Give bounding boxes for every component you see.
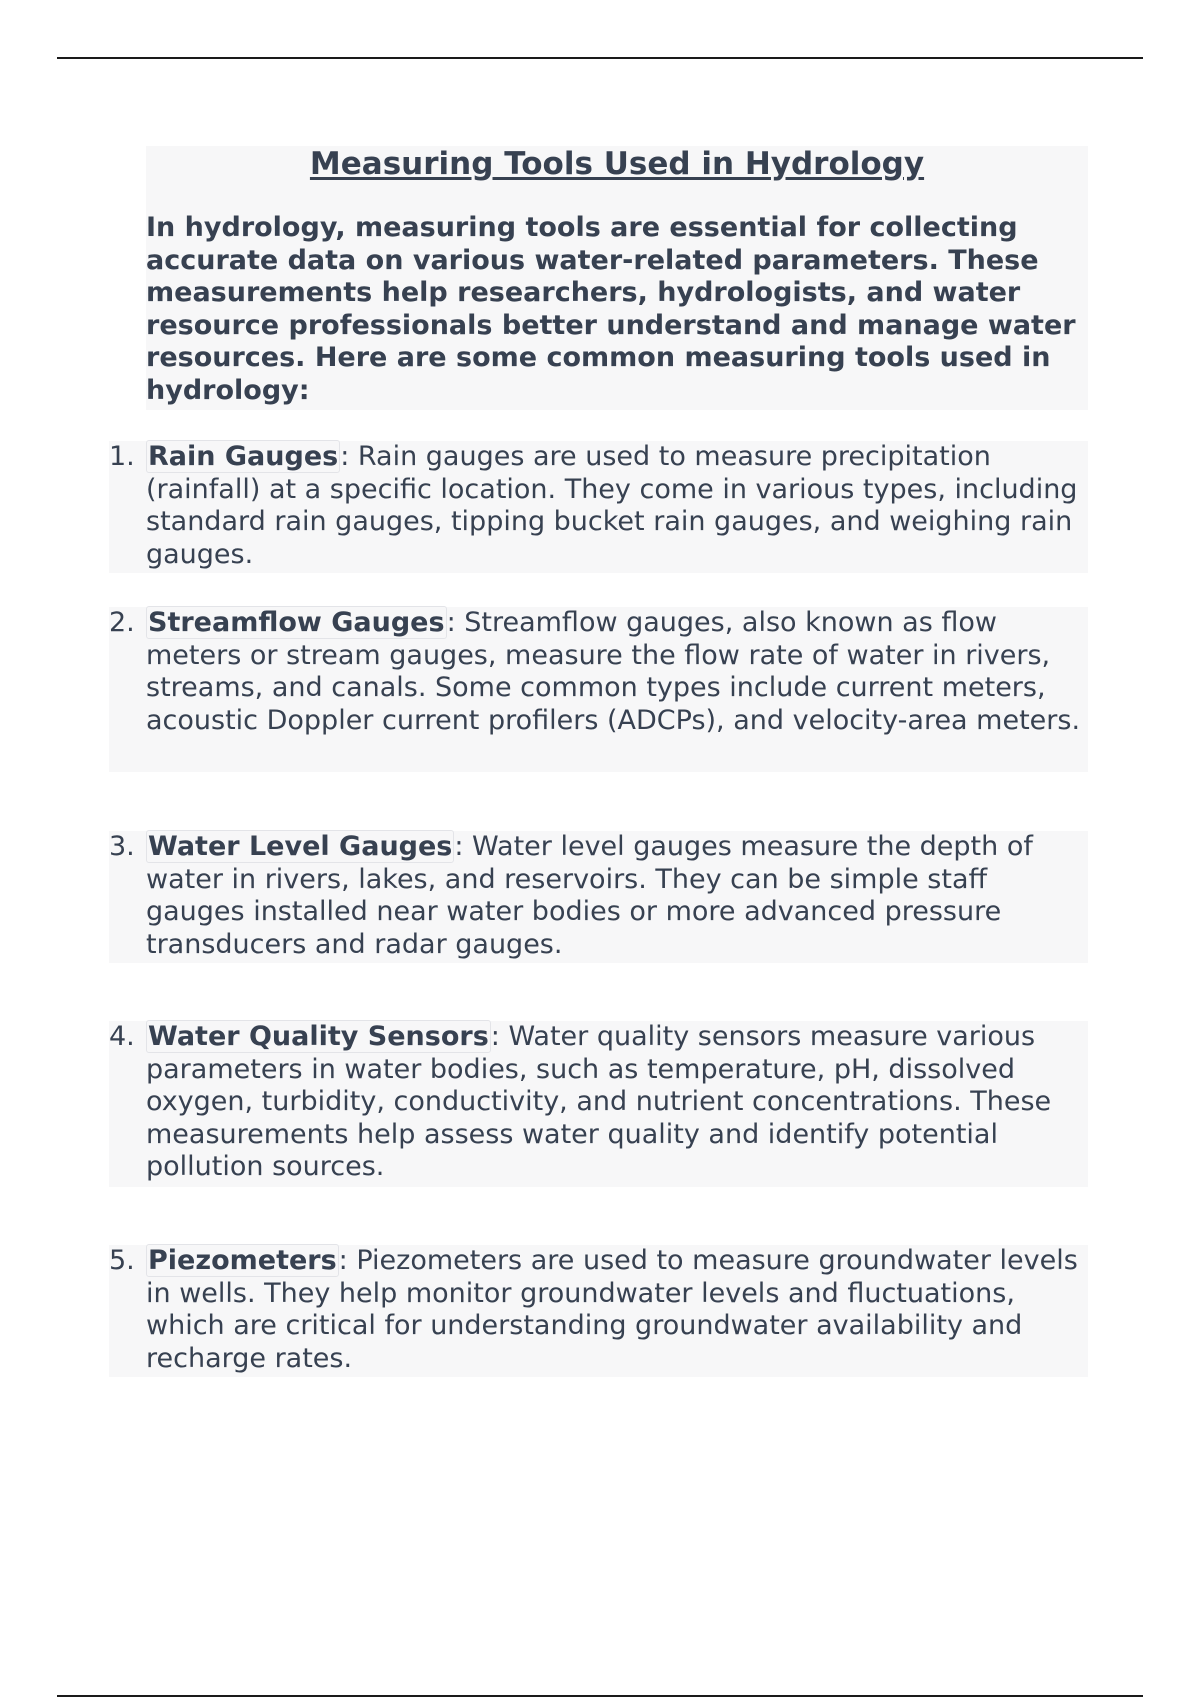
list-item-body (146, 831, 1086, 961)
list-item-number: 5. (109, 1245, 135, 1276)
list-item-number: 2. (109, 607, 135, 638)
list-item-term: Water Quality Sensors (148, 1021, 489, 1052)
list-item-water-quality-sensors (109, 1021, 1088, 1187)
list-item-number: 1. (109, 441, 135, 472)
list-item-description: : Water quality sensors measure various parameters in water bodies, such as temperature, pH, dissolved oxygen, turbidity, conductivity, and nutrient concentrations. These measurements help assess water quality and identify potential pollution sources. (146, 1021, 1052, 1183)
footer-rule (57, 1695, 1143, 1697)
list-item-description: : Rain gauges are used to measure precipitation (rainfall) at a specific location. They come in various types, including standard rain gauges, tipping bucket rain gauges, and weighing rain gauges. (146, 441, 1078, 570)
list-item-body (146, 1021, 1086, 1184)
list-item-description: : Water level gauges measure the depth of water in rivers, lakes, and reservoirs. They can be simple staff gauges installed near water bodies or more advanced pressure transducers and radar gauges. (146, 831, 1033, 960)
list-item-body (146, 441, 1086, 571)
list-item-number: 4. (109, 1021, 135, 1052)
header-rule (57, 57, 1143, 59)
list-item-body (146, 607, 1086, 737)
intro-paragraph: In hydrology, measuring tools are essential for collecting accurate data on various water-related parameters. These measurements help researchers, hydrologists, and water resource professionals better understand and manage water resources. Here are some common measuring tools used in hydrology: (146, 212, 1076, 406)
list-item-description: : Piezometers are used to measure groundwater levels in wells. They help monitor groundwater levels and fluctuations, which are critical for understanding groundwater availability and recharge rates. (146, 1245, 1078, 1374)
list-item-term: Water Level Gauges (148, 831, 453, 862)
list-item-rain-gauges (109, 441, 1088, 573)
list-item-term: Piezometers (148, 1245, 337, 1276)
list-item-piezometers (109, 1245, 1088, 1377)
list-item-term: Streamflow Gauges (148, 607, 445, 638)
list-item-term: Rain Gauges (148, 441, 339, 472)
list-item-streamflow-gauges (109, 607, 1088, 772)
list-item-description: : Streamflow gauges, also known as flow meters or stream gauges, measure the flow rate of water in rivers, streams, and canals. Some common types include current meters, acoustic Doppler current profilers (ADCPs), and velocity-area meters. (146, 607, 1081, 736)
list-item-number: 3. (109, 831, 135, 862)
list-item-body (146, 1245, 1086, 1375)
list-item-water-level-gauges (109, 831, 1088, 963)
page-title: Measuring Tools Used in Hydrology (309, 146, 925, 182)
